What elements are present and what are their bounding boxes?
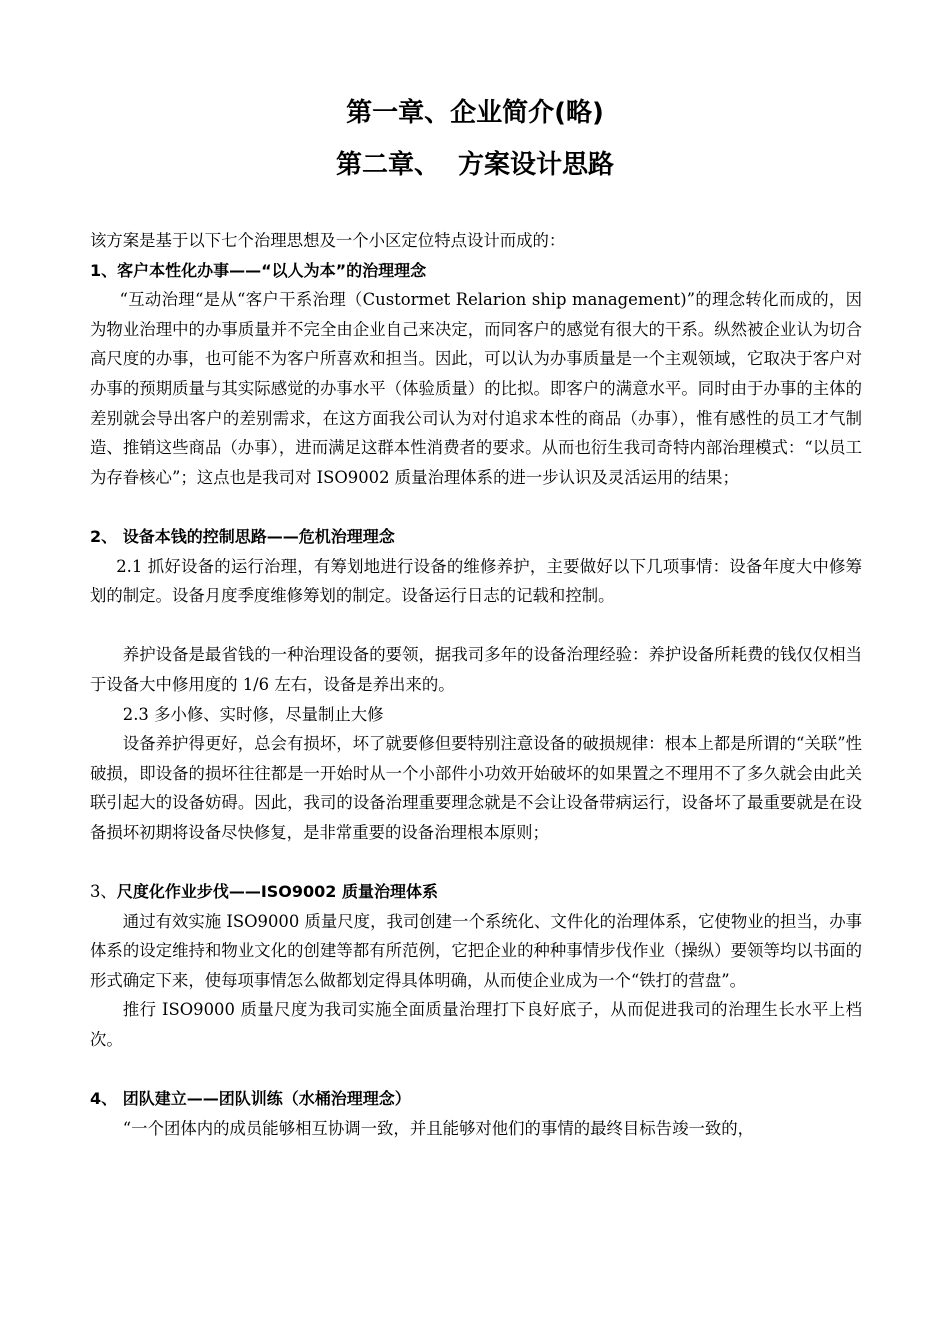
section-1-heading: 1、客户本性化办事——“以人为本”的治理理念 [90, 260, 427, 280]
section-2-paragraph-3: 设备养护得更好，总会有损坏，坏了就要修但要特别注意设备的破损规律：根本上都是所谓的“关联”性破损，即设备的损坏往往都是一开始时从一个小部件小功效开始破坏的如果置之不理用不了多久就会由此关联引起大的设备妨碍。因此，我司的设备治理重要理念就是不会让设备带病运行，设备坏了最重要就是在设备损坏初期将设备尽快修复，是非常重要的设备治理根本原则； [90, 734, 862, 842]
section-3-heading-text: 尺度化作业步伐——ISO9002 质量治理体系 [116, 882, 439, 902]
section-3-paragraph-1: 通过有效实施 ISO9000 质量尺度，我司创建一个系统化、文件化的治理体系，它使物业的担当，办事体系的设定维持和物业文化的创建等都有所范例，它把企业的种种事情步伐作业（操纵）要领等均以书面的形式确定下来，使每项事情怎么做都划定得具体明确，从而使企业成为一个“铁打的营盘”。 [90, 911, 862, 990]
section-4-heading: 4、 团队建立——团队训练（水桶治理理念） [90, 1089, 411, 1109]
section-1-paragraph: “互动治理“是从“客户干系治理（Custormet Relarion ship management)”的理念转化而成的，因为物业治理中的办事质量并不完全由企业自己来决定，而同客户的感觉有很大的干系。纵然被企业认为切合高尺度的办事，也可能不为客户所喜欢和担当。因此，可以认为办事质量是一个主观领域，它取决于客户对办事的预期质量与其实际感觉的办事水平（体验质量）的比拟。即客户的满意水平。同时由于办事的主体的差别就会导出客户的差别需求，在这方面我公司认为对付追求本性的商品（办事），惟有感性的员工才气制造、推销这些商品（办事），进而满足这群本性消费者的要求。从而也衍生我司奇特内部治理模式：“以员工为存眷核心”；这点也是我司对 ISO9002 质量治理体系的进一步认识及灵活运用的结果； [90, 290, 862, 487]
section-3-number: 3、 [90, 882, 117, 902]
section-2-subheading: 2.3 多小修、实时修，尽量制止大修 [122, 704, 384, 724]
section-3-paragraph-2: 推行 ISO9000 质量尺度为我司实施全面质量治理打下良好底子，从而促进我司的治理生长水平上档次。 [90, 1000, 862, 1050]
section-4-paragraph: “一个团体内的成员能够相互协调一致，并且能够对他们的事情的最终目标告竣一致的， [122, 1118, 755, 1138]
section-2-paragraph-2: 养护设备是最省钱的一种治理设备的要领，据我司多年的设备治理经验：养护设备所耗费的钱仅仅相当于设备大中修用度的 1/6 左右，设备是养出来的。 [90, 645, 862, 694]
intro-paragraph: 该方案是基于以下七个治理思想及一个小区定位特点设计而成的： [90, 231, 566, 250]
section-3-heading [90, 877, 862, 907]
section-2-heading: 2、 设备本钱的控制思路——危机治理理念 [90, 526, 395, 546]
section-2-paragraph-1: 2.1 抓好设备的运行治理，有筹划地进行设备的维修养护，主要做好以下几项事情：设备年度大中修筹划的制定。设备月度季度维修筹划的制定。设备运行日志的记载和控制。 [90, 556, 862, 606]
chapter-1-title: 第一章、企业简介(略) [346, 98, 604, 128]
document-body [90, 226, 862, 1143]
chapter-2-title: 第二章、 方案设计思路 [335, 150, 615, 180]
